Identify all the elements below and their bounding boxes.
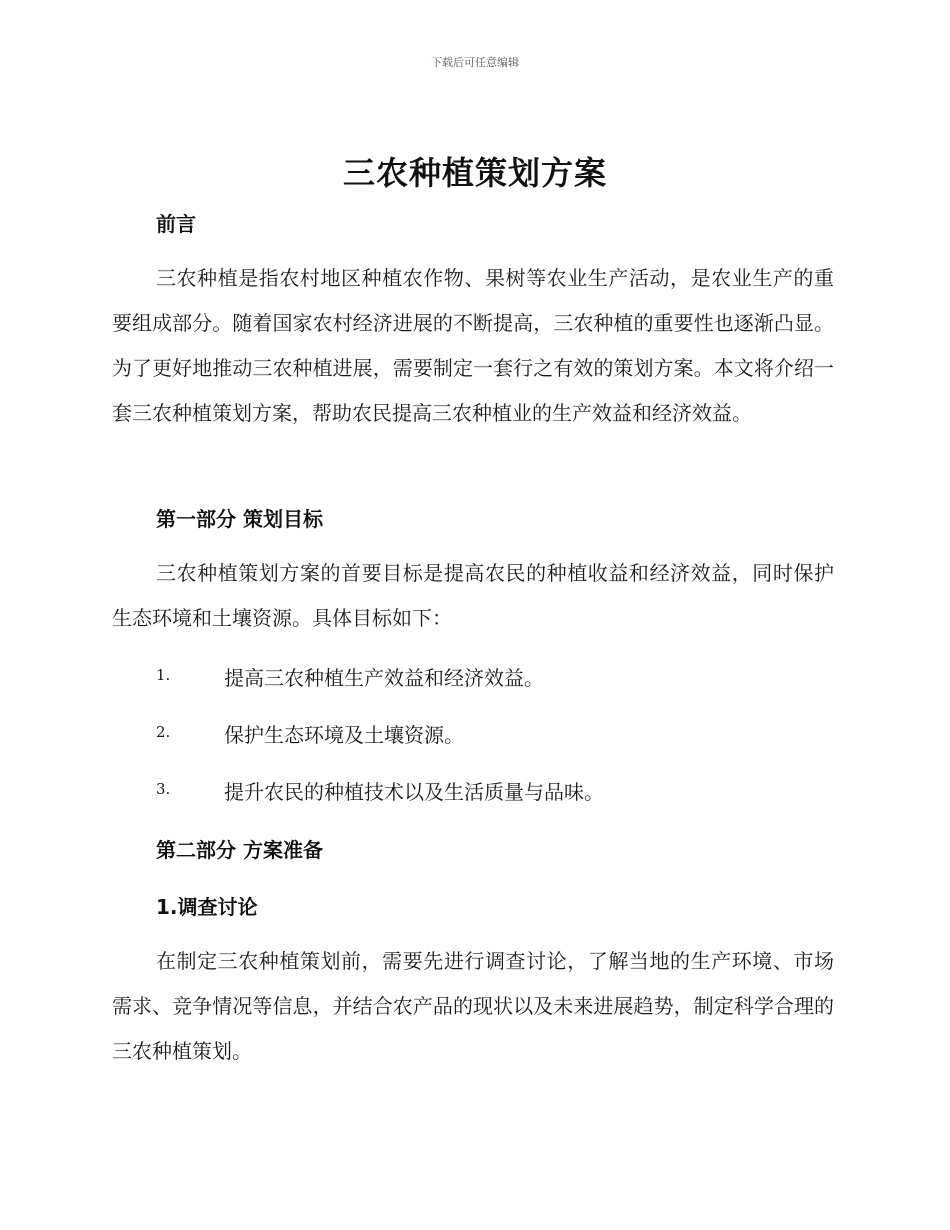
part2-subheading: 1.调查讨论: [156, 895, 258, 919]
list-text: 保护生态环境及土壤资源。: [224, 723, 464, 747]
goal-list-item: [156, 776, 836, 806]
list-number: 1.: [156, 666, 171, 684]
preface-paragraph: 三农种植是指农村地区种植农作物、果树等农业生产活动，是农业生产的重要组成部分。随着国家农村经济进展的不断提高，三农种植的重要性也逐渐凸显。为了更好地推动三农种植进展，需要制定一套行之有效的策划方案。本文将介绍一套三农种植策划方案，帮助农民提高三农种植业的生产效益和经济效益。: [112, 266, 834, 425]
goal-list-item: [156, 662, 836, 692]
list-number: 2.: [156, 723, 171, 741]
list-text: 提升农民的种植技术以及生活质量与品味。: [224, 780, 604, 804]
part2-heading: 第二部分 方案准备: [156, 838, 323, 862]
list-number: 3.: [156, 780, 171, 798]
header-note: 下载后可任意编辑: [431, 56, 519, 69]
goal-list-item: [156, 719, 836, 749]
part1-paragraph: 三农种植策划方案的首要目标是提高农民的种植收益和经济效益，同时保护生态环境和土壤资源。具体目标如下：: [112, 561, 834, 630]
part2-paragraph: 在制定三农种植策划前，需要先进行调查讨论，了解当地的生产环境、市场需求、竞争情况等信息，并结合农产品的现状以及未来进展趋势，制定科学合理的三农种植策划。: [112, 949, 834, 1063]
part1-heading: 第一部分 策划目标: [156, 507, 323, 531]
document-title: 三农种植策划方案: [342, 154, 607, 192]
preface-heading: 前言: [156, 212, 196, 236]
list-text: 提高三农种植生产效益和经济效益。: [224, 666, 544, 690]
